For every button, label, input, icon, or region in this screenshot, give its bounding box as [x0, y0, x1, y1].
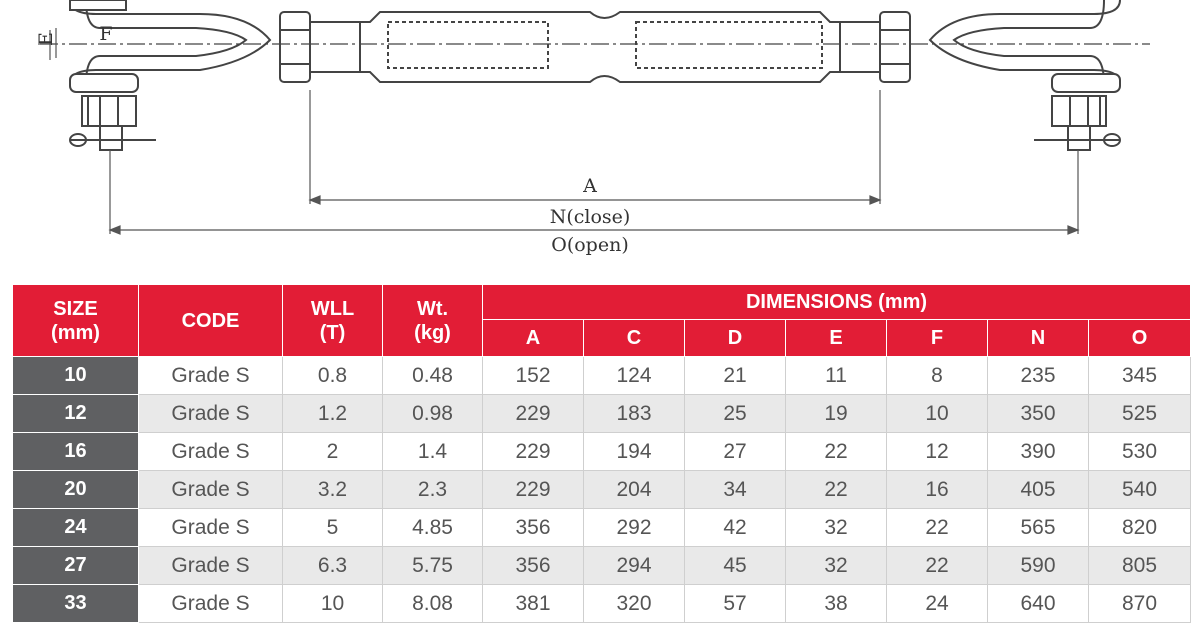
cell-d: 21: [685, 357, 786, 395]
cell-f: 22: [887, 547, 988, 585]
cell-code: Grade S: [139, 395, 283, 433]
cell-d: 57: [685, 585, 786, 623]
dim-label-e: E: [35, 32, 57, 46]
cell-wll: 1.2: [283, 395, 383, 433]
header-dim-d: D: [685, 320, 786, 357]
cell-c: 124: [584, 357, 685, 395]
cell-size: 16: [13, 433, 139, 471]
header-wll: [283, 285, 383, 357]
turnbuckle-drawing: [0, 0, 1200, 270]
cell-weight: 2.3: [383, 471, 483, 509]
cell-c: 204: [584, 471, 685, 509]
cell-d: 45: [685, 547, 786, 585]
table-row: [13, 547, 1191, 585]
header-weight-line1: Wt.: [416, 297, 449, 320]
cell-a: 356: [483, 547, 584, 585]
cell-a: 229: [483, 395, 584, 433]
turnbuckle-body: [310, 12, 880, 82]
cell-c: 292: [584, 509, 685, 547]
cell-wll: 0.8: [283, 357, 383, 395]
cell-a: 356: [483, 509, 584, 547]
cell-weight: 1.4: [383, 433, 483, 471]
right-nut: [880, 12, 910, 82]
cell-d: 42: [685, 509, 786, 547]
cell-a: 229: [483, 433, 584, 471]
cell-e: 22: [786, 433, 887, 471]
cell-size: 12: [13, 395, 139, 433]
header-wll-line2: (T): [319, 321, 346, 344]
cell-a: 229: [483, 471, 584, 509]
cell-n: 235: [988, 357, 1089, 395]
cell-code: Grade S: [139, 547, 283, 585]
cell-n: 405: [988, 471, 1089, 509]
header-dim-c: C: [584, 320, 685, 357]
cell-n: 390: [988, 433, 1089, 471]
header-dim-f: F: [887, 320, 988, 357]
table-row: [13, 357, 1191, 395]
cell-o: 870: [1089, 585, 1191, 623]
cell-code: Grade S: [139, 585, 283, 623]
cell-size: 33: [13, 585, 139, 623]
cell-n: 565: [988, 509, 1089, 547]
table-row: [13, 585, 1191, 623]
header-wll-line1: WLL: [310, 297, 355, 320]
cell-weight: 5.75: [383, 547, 483, 585]
table-row: [13, 471, 1191, 509]
cell-wll: 10: [283, 585, 383, 623]
dim-label-o: O(open): [551, 234, 629, 256]
table-row: [13, 433, 1191, 471]
cell-o: 525: [1089, 395, 1191, 433]
cell-a: 381: [483, 585, 584, 623]
cell-f: 22: [887, 509, 988, 547]
cell-weight: 0.98: [383, 395, 483, 433]
cell-o: 540: [1089, 471, 1191, 509]
header-size-line2: (mm): [51, 321, 100, 344]
header-weight: [383, 285, 483, 357]
cell-d: 34: [685, 471, 786, 509]
cell-size: 20: [13, 471, 139, 509]
cell-d: 27: [685, 433, 786, 471]
cell-n: 640: [988, 585, 1089, 623]
cell-e: 22: [786, 471, 887, 509]
cell-c: 183: [584, 395, 685, 433]
header-weight-line2: (kg): [414, 321, 451, 344]
cell-e: 19: [786, 395, 887, 433]
cell-o: 345: [1089, 357, 1191, 395]
cell-n: 350: [988, 395, 1089, 433]
header-dim-o: O: [1089, 320, 1191, 357]
cell-e: 38: [786, 585, 887, 623]
cell-size: 27: [13, 547, 139, 585]
cell-f: 12: [887, 433, 988, 471]
cell-a: 152: [483, 357, 584, 395]
cell-o: 805: [1089, 547, 1191, 585]
cell-o: 820: [1089, 509, 1191, 547]
header-size-line1: SIZE: [53, 297, 98, 320]
cell-wll: 2: [283, 433, 383, 471]
table-row: [13, 509, 1191, 547]
right-jaw: [930, 0, 1120, 150]
cell-c: 294: [584, 547, 685, 585]
dim-label-a: A: [583, 175, 597, 197]
cell-code: Grade S: [139, 471, 283, 509]
cell-wll: 5: [283, 509, 383, 547]
cell-code: Grade S: [139, 433, 283, 471]
cell-wll: 6.3: [283, 547, 383, 585]
left-nut: [280, 12, 310, 82]
cell-weight: 8.08: [383, 585, 483, 623]
cell-e: 32: [786, 509, 887, 547]
cell-e: 32: [786, 547, 887, 585]
table-row: [13, 395, 1191, 433]
header-dimensions: DIMENSIONS (mm): [483, 285, 1191, 320]
cell-d: 25: [685, 395, 786, 433]
cell-f: 24: [887, 585, 988, 623]
dim-label-n: N(close): [549, 206, 631, 228]
header-code: CODE: [139, 285, 283, 357]
cell-c: 320: [584, 585, 685, 623]
cell-f: 8: [887, 357, 988, 395]
cell-code: Grade S: [139, 357, 283, 395]
cell-weight: 0.48: [383, 357, 483, 395]
header-dim-n: N: [988, 320, 1089, 357]
specification-table: [12, 284, 1191, 623]
cell-wll: 3.2: [283, 471, 383, 509]
cell-size: 24: [13, 509, 139, 547]
cell-c: 194: [584, 433, 685, 471]
cell-weight: 4.85: [383, 509, 483, 547]
cell-e: 11: [786, 357, 887, 395]
cell-size: 10: [13, 357, 139, 395]
header-size: [13, 285, 139, 357]
cell-code: Grade S: [139, 509, 283, 547]
cell-f: 10: [887, 395, 988, 433]
header-dim-a: A: [483, 320, 584, 357]
cell-n: 590: [988, 547, 1089, 585]
dim-label-f: F: [99, 23, 113, 45]
cell-o: 530: [1089, 433, 1191, 471]
header-dim-e: E: [786, 320, 887, 357]
cell-f: 16: [887, 471, 988, 509]
